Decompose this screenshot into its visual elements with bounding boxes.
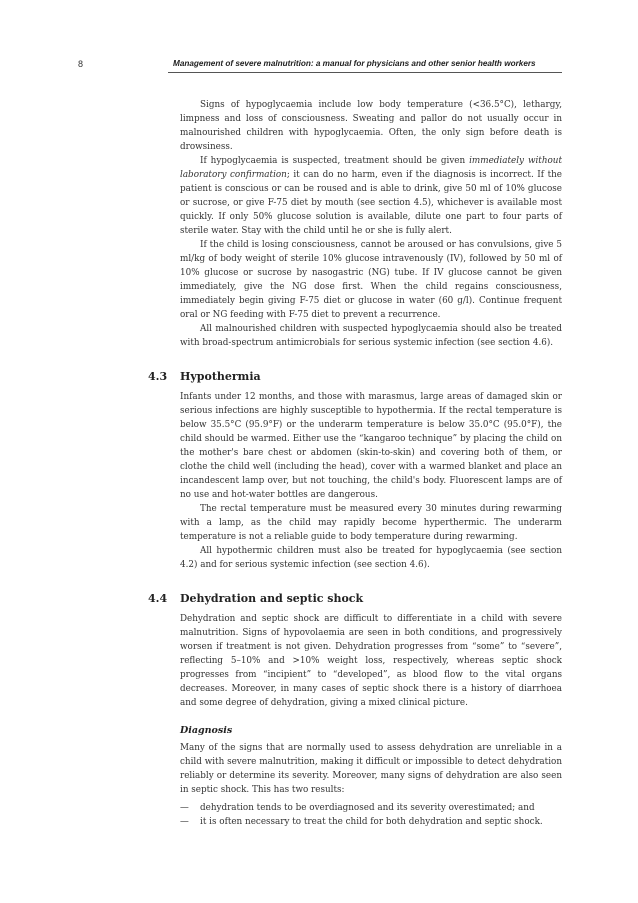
text-run: If hypoglycaemia is suspected, treatment should be given [200, 156, 470, 166]
list-item [180, 815, 562, 829]
paragraph: The rectal temperature must be measured every 30 minutes during rewarming with a lamp, as the child may rapidly become hyperthermic. The underarm temperature is not a reliable guide to body temperature during rewarming. [180, 504, 562, 542]
running-head: Management of severe malnutrition: a manual for physicians and other senior health workers [173, 59, 536, 68]
paragraph: Signs of hypoglycaemia include low body temperature (<36.5°C), lethargy, limpness and loss of consciousness. Sweating and pallor do not usually occur in malnourished children with hypoglycaemia. Often, the only sign before death is drowsiness. [180, 100, 562, 152]
section-dehydration [148, 592, 562, 829]
paragraph: Dehydration and septic shock are difficult to differentiate in a child with severe malnutrition. Signs of hypovolaemia are seen in both conditions, and progressively worsen if treatment is not given. Dehydration progresses from “some” to “severe”, reflecting 5–10% and >10% weight loss, respectively, whereas septic shock progresses from “incipient” to “developed”, as blood flow to the vital organs decreases. Moreover, in many cases of septic shock there is a history of diarrhoea and some degree of dehydration, giving a mixed clinical picture. [180, 614, 562, 708]
text-run: ; it can do no harm, even if the diagnosis is incorrect. If the patient is conscious or can be roused and is able to drink, give 50 ml of 10% glucose or sucrose, or give F-75 diet by mouth (see section 4.5), whichever is available most quickly. If only 50% glucose solution is available, dilute one part to four parts of sterile water. Stay with the child until he or she is fully alert. [180, 170, 562, 236]
page-body [148, 98, 562, 829]
list-item-text: it is often necessary to treat the child for both dehydration and septic shock. [200, 817, 543, 827]
paragraph: Many of the signs that are normally used to assess dehydration are unreliable in a child with severe malnutrition, making it difficult or impossible to detect dehydration reliably or determine its severity. Moreover, many signs of dehydration are also seen in septic shock. This has two results: [180, 743, 562, 795]
emphasis-text: immediately without laboratory confirmation [180, 156, 562, 180]
paragraph [180, 154, 562, 238]
section-title: Dehydration and septic shock [180, 592, 364, 605]
dash-marker: — [180, 817, 189, 827]
dash-list [180, 801, 562, 829]
paragraph: All hypothermic children must also be treated for hypoglycaemia (see section 4.2) and for serious systemic infection (see section 4.6). [180, 546, 562, 570]
section-number: 4.4 [148, 592, 168, 605]
subsection-title: Diagnosis [180, 725, 233, 736]
list-item-text: dehydration tends to be overdiagnosed and its severity overestimated; and [200, 803, 535, 813]
paragraph: If the child is losing consciousness, cannot be aroused or has convulsions, give 5 ml/kg of body weight of sterile 10% glucose intravenously (IV), followed by 50 ml of 10% glucose or sucrose by nasogastric (NG) tube. If IV glucose cannot be given immediately, give the NG dose first. When the child regains consciousness, immediately begin giving F-75 diet or glucose in water (60 g/l). Continue frequent oral or NG feeding with F-75 diet to prevent a recurrence. [180, 240, 562, 320]
page-number: 8 [78, 59, 84, 69]
section-hypothermia [148, 370, 562, 572]
page-header [0, 0, 638, 80]
list-item [180, 801, 562, 815]
section-number: 4.3 [148, 370, 168, 383]
section-title: Hypothermia [180, 370, 261, 383]
paragraph: Infants under 12 months, and those with marasmus, large areas of damaged skin or serious infections are highly susceptible to hypothermia. If the rectal temperature is below 35.5°C (95.9°F) or the underarm temperature is below 35.0°C (95.0°F), the child should be warmed. Either use the “kangaroo technique” by placing the child on the mother's bare chest or abdomen (skin-to-skin) and covering both of them, or clothe the child well (including the head), cover with a warmed blanket and place an incandescent lamp over, but not touching, the child's body. Fluorescent lamps are of no use and hot-water bottles are dangerous. [180, 392, 562, 500]
dash-marker: — [180, 803, 189, 813]
paragraph: All malnourished children with suspected hypoglycaemia should also be treated with broad-spectrum antimicrobials for serious systemic infection (see section 4.6). [180, 324, 562, 348]
header-rule [168, 72, 562, 73]
